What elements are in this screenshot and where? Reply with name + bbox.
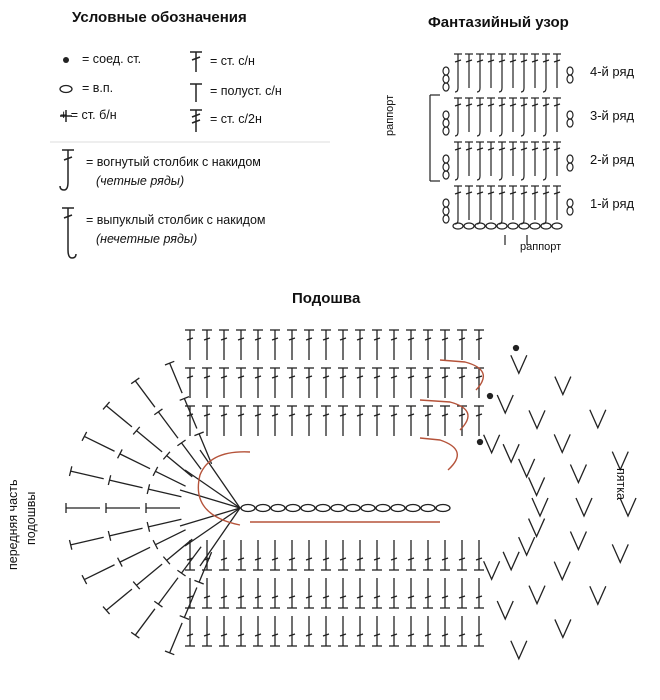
toe-stitch-top <box>177 570 185 576</box>
toe-stitch-post <box>158 578 178 604</box>
toe-stitch-post <box>167 456 193 477</box>
post-hook <box>499 220 502 224</box>
toe-stitch-top <box>177 440 185 446</box>
heel-v-stitch <box>519 537 535 555</box>
edge-chain <box>443 207 449 215</box>
post-hook <box>455 88 458 92</box>
heel-v-stitch <box>576 498 592 516</box>
post-hook <box>455 220 458 224</box>
legend-dc: = ст. с/н <box>210 54 255 68</box>
post-hook <box>499 132 502 136</box>
post-hook <box>477 132 480 136</box>
heel-v-stitch <box>612 544 628 562</box>
toe-stitch-top <box>154 409 162 415</box>
legend-front-post: = выпуклый столбик с накидом <box>86 213 266 227</box>
edge-chain <box>567 111 573 119</box>
post-hook <box>499 88 502 92</box>
toe-stitch-post <box>148 519 181 527</box>
heel-v-stitch <box>554 434 570 452</box>
toe-stitch-post <box>106 406 132 427</box>
toe-stitch-post <box>155 530 185 545</box>
toe-stitch-post <box>158 412 178 438</box>
tr-symbol-icon <box>190 110 202 132</box>
dc-symbol-icon <box>190 52 202 72</box>
foundation-chain <box>464 223 474 229</box>
toe-stitch-top <box>131 378 139 384</box>
row-label-4: 4-й ряд <box>590 64 635 79</box>
sole-chain <box>286 505 300 512</box>
sole-chain <box>376 505 390 512</box>
heel-v-stitch <box>570 465 586 483</box>
repeat-horizontal-label: раппорт <box>520 241 562 253</box>
sole-chain <box>256 505 270 512</box>
front-part-label-1: передняя часть <box>6 479 20 570</box>
edge-chain <box>443 163 449 171</box>
edge-chain <box>443 67 449 75</box>
edge-chain <box>567 75 573 83</box>
post-hook <box>499 176 502 180</box>
toe-stitch-post <box>120 547 150 562</box>
foundation-chain <box>508 223 518 229</box>
hdc-symbol-icon <box>190 84 202 102</box>
post-hook <box>477 176 480 180</box>
sole-chain <box>436 505 450 512</box>
heel-v-stitch <box>529 519 545 537</box>
edge-chain <box>567 207 573 215</box>
toe-stitch-post <box>148 489 181 497</box>
sole-chain <box>421 505 435 512</box>
sole-chain <box>346 505 360 512</box>
post-hook <box>477 88 480 92</box>
edge-chain <box>443 83 449 91</box>
heel-v-stitch <box>590 410 606 428</box>
legend-title: Условные обозначения <box>72 9 247 26</box>
toe-stitch-post <box>199 552 212 582</box>
post-hook <box>455 132 458 136</box>
foundation-chain <box>541 223 551 229</box>
edge-chain <box>443 127 449 135</box>
toe-stitch-post <box>110 528 143 536</box>
row-label-2: 2-й ряд <box>590 152 635 167</box>
row-label-1: 1-й ряд <box>590 196 635 211</box>
sole-title: Подошва <box>292 290 361 307</box>
legend-sl-st: = соед. ст. <box>82 52 142 66</box>
heel-v-stitch <box>503 552 519 570</box>
toe-stitch-top <box>153 467 158 476</box>
post-hook <box>543 88 546 92</box>
toe-stitch-top <box>153 540 158 549</box>
toe-stitch-post <box>106 589 132 610</box>
toe-stitch-post <box>110 480 143 488</box>
sl-st-dot <box>514 346 519 351</box>
edge-chain <box>567 119 573 127</box>
post-hook <box>521 132 524 136</box>
sole-chain <box>361 505 375 512</box>
toe-stitch-post <box>136 431 162 452</box>
edge-chain <box>567 163 573 171</box>
sole-chart <box>0 300 660 700</box>
post-hook <box>521 88 524 92</box>
toe-stitch-top <box>82 575 87 584</box>
edge-chain <box>443 111 449 119</box>
heel-v-stitch <box>484 435 500 453</box>
sole-chain <box>331 505 345 512</box>
foundation-chain <box>530 223 540 229</box>
heel-v-stitch <box>529 410 545 428</box>
sl-st-dot <box>478 440 483 445</box>
toe-stitch-post <box>170 363 183 393</box>
post-hook <box>543 132 546 136</box>
sole-chain <box>391 505 405 512</box>
sole-stitches <box>66 330 636 659</box>
heel-v-stitch <box>529 477 545 495</box>
foundation-chain <box>497 223 507 229</box>
toe-stitch-post <box>170 623 183 653</box>
edge-chain <box>567 67 573 75</box>
pattern-stitches <box>430 54 573 245</box>
heel-label: пятка <box>614 468 628 500</box>
row-label-3: 3-й ряд <box>590 108 635 123</box>
post-hook <box>455 176 458 180</box>
heel-v-stitch <box>590 586 606 604</box>
edge-chain <box>567 155 573 163</box>
legend-hdc: = полуст. с/н <box>210 84 282 98</box>
pattern-title: Фантазийный узор <box>428 14 569 31</box>
heel-v-stitch <box>554 562 570 580</box>
heel-v-stitch <box>555 619 571 637</box>
toe-stitch-post <box>135 381 155 407</box>
post-hook <box>521 176 524 180</box>
edge-chain <box>443 75 449 83</box>
toe-stitch-top <box>131 632 139 638</box>
toe-stitch-post <box>71 537 104 545</box>
sl-st-dot <box>488 394 493 399</box>
front-post-symbol-icon <box>62 208 76 258</box>
toe-stitch-post <box>120 454 150 469</box>
toe-stitch-post <box>199 434 212 464</box>
ch-symbol-icon <box>60 86 72 93</box>
legend-ch: = в.п. <box>82 81 114 95</box>
edge-chain <box>443 215 449 223</box>
post-hook <box>543 176 546 180</box>
start-arrow <box>198 452 250 525</box>
post-hook <box>543 220 546 224</box>
foundation-chain <box>453 223 463 229</box>
heel-v-stitch <box>519 459 535 477</box>
toe-stitch-top <box>118 449 123 458</box>
heel-v-stitch <box>511 355 527 373</box>
front-part-label-2: подошвы <box>24 491 38 545</box>
toe-stitch-post <box>135 609 155 635</box>
edge-chain <box>443 155 449 163</box>
heel-v-stitch <box>503 444 519 462</box>
heel-v-stitch <box>532 498 548 516</box>
toe-stitch-post <box>84 565 114 580</box>
legend-front-post-note: (нечетные ряды) <box>96 232 198 246</box>
edge-chain <box>443 171 449 179</box>
foundation-chain <box>519 223 529 229</box>
toe-stitch-top <box>118 558 123 567</box>
sole-chain <box>271 505 285 512</box>
row-arrow-1 <box>420 438 457 470</box>
toe-stitch-post <box>155 471 185 486</box>
back-post-symbol-icon <box>60 150 74 190</box>
heel-v-stitch <box>570 531 586 549</box>
heel-v-stitch <box>529 586 545 604</box>
foundation-chain <box>475 223 485 229</box>
sole-chain <box>406 505 420 512</box>
toe-stitch-post <box>181 443 201 469</box>
heel-v-stitch <box>612 452 628 470</box>
heel-v-stitch <box>555 377 571 395</box>
toe-stitch-top <box>154 601 162 607</box>
edge-chain <box>443 199 449 207</box>
post-hook <box>477 220 480 224</box>
sl-st-symbol-icon <box>63 57 69 63</box>
legend-back-post: = вогнутый столбик с накидом <box>86 155 261 169</box>
heel-v-stitch <box>497 395 513 413</box>
sole-chain <box>301 505 315 512</box>
heel-v-stitch <box>620 498 636 516</box>
toe-fan-line <box>185 470 240 508</box>
toe-stitch-top <box>82 432 87 441</box>
edge-chain <box>567 199 573 207</box>
toe-stitch-post <box>181 547 201 573</box>
pattern-chart <box>400 35 580 265</box>
sole-chain <box>316 505 330 512</box>
toe-stitch-post <box>136 564 162 585</box>
toe-stitch-post <box>84 436 114 451</box>
toe-stitch-post <box>71 471 104 479</box>
foundation-chain <box>552 223 562 229</box>
legend-sc: + = ст. б/н <box>60 108 117 122</box>
heel-v-stitch <box>511 641 527 659</box>
repeat-vertical-label: раппорт <box>384 94 396 136</box>
legend-back-post-note: (четные ряды) <box>96 174 185 188</box>
sole-chain <box>241 505 255 512</box>
toe-fan-line <box>180 490 240 508</box>
heel-v-stitch <box>484 561 500 579</box>
post-hook <box>521 220 524 224</box>
edge-chain <box>443 119 449 127</box>
toe-stitch-post <box>167 539 193 560</box>
foundation-chain <box>486 223 496 229</box>
toe-fan-line <box>200 508 240 566</box>
legend-tr: = ст. с/2н <box>210 112 262 126</box>
heel-v-stitch <box>497 601 513 619</box>
toe-fan-line <box>200 450 240 508</box>
